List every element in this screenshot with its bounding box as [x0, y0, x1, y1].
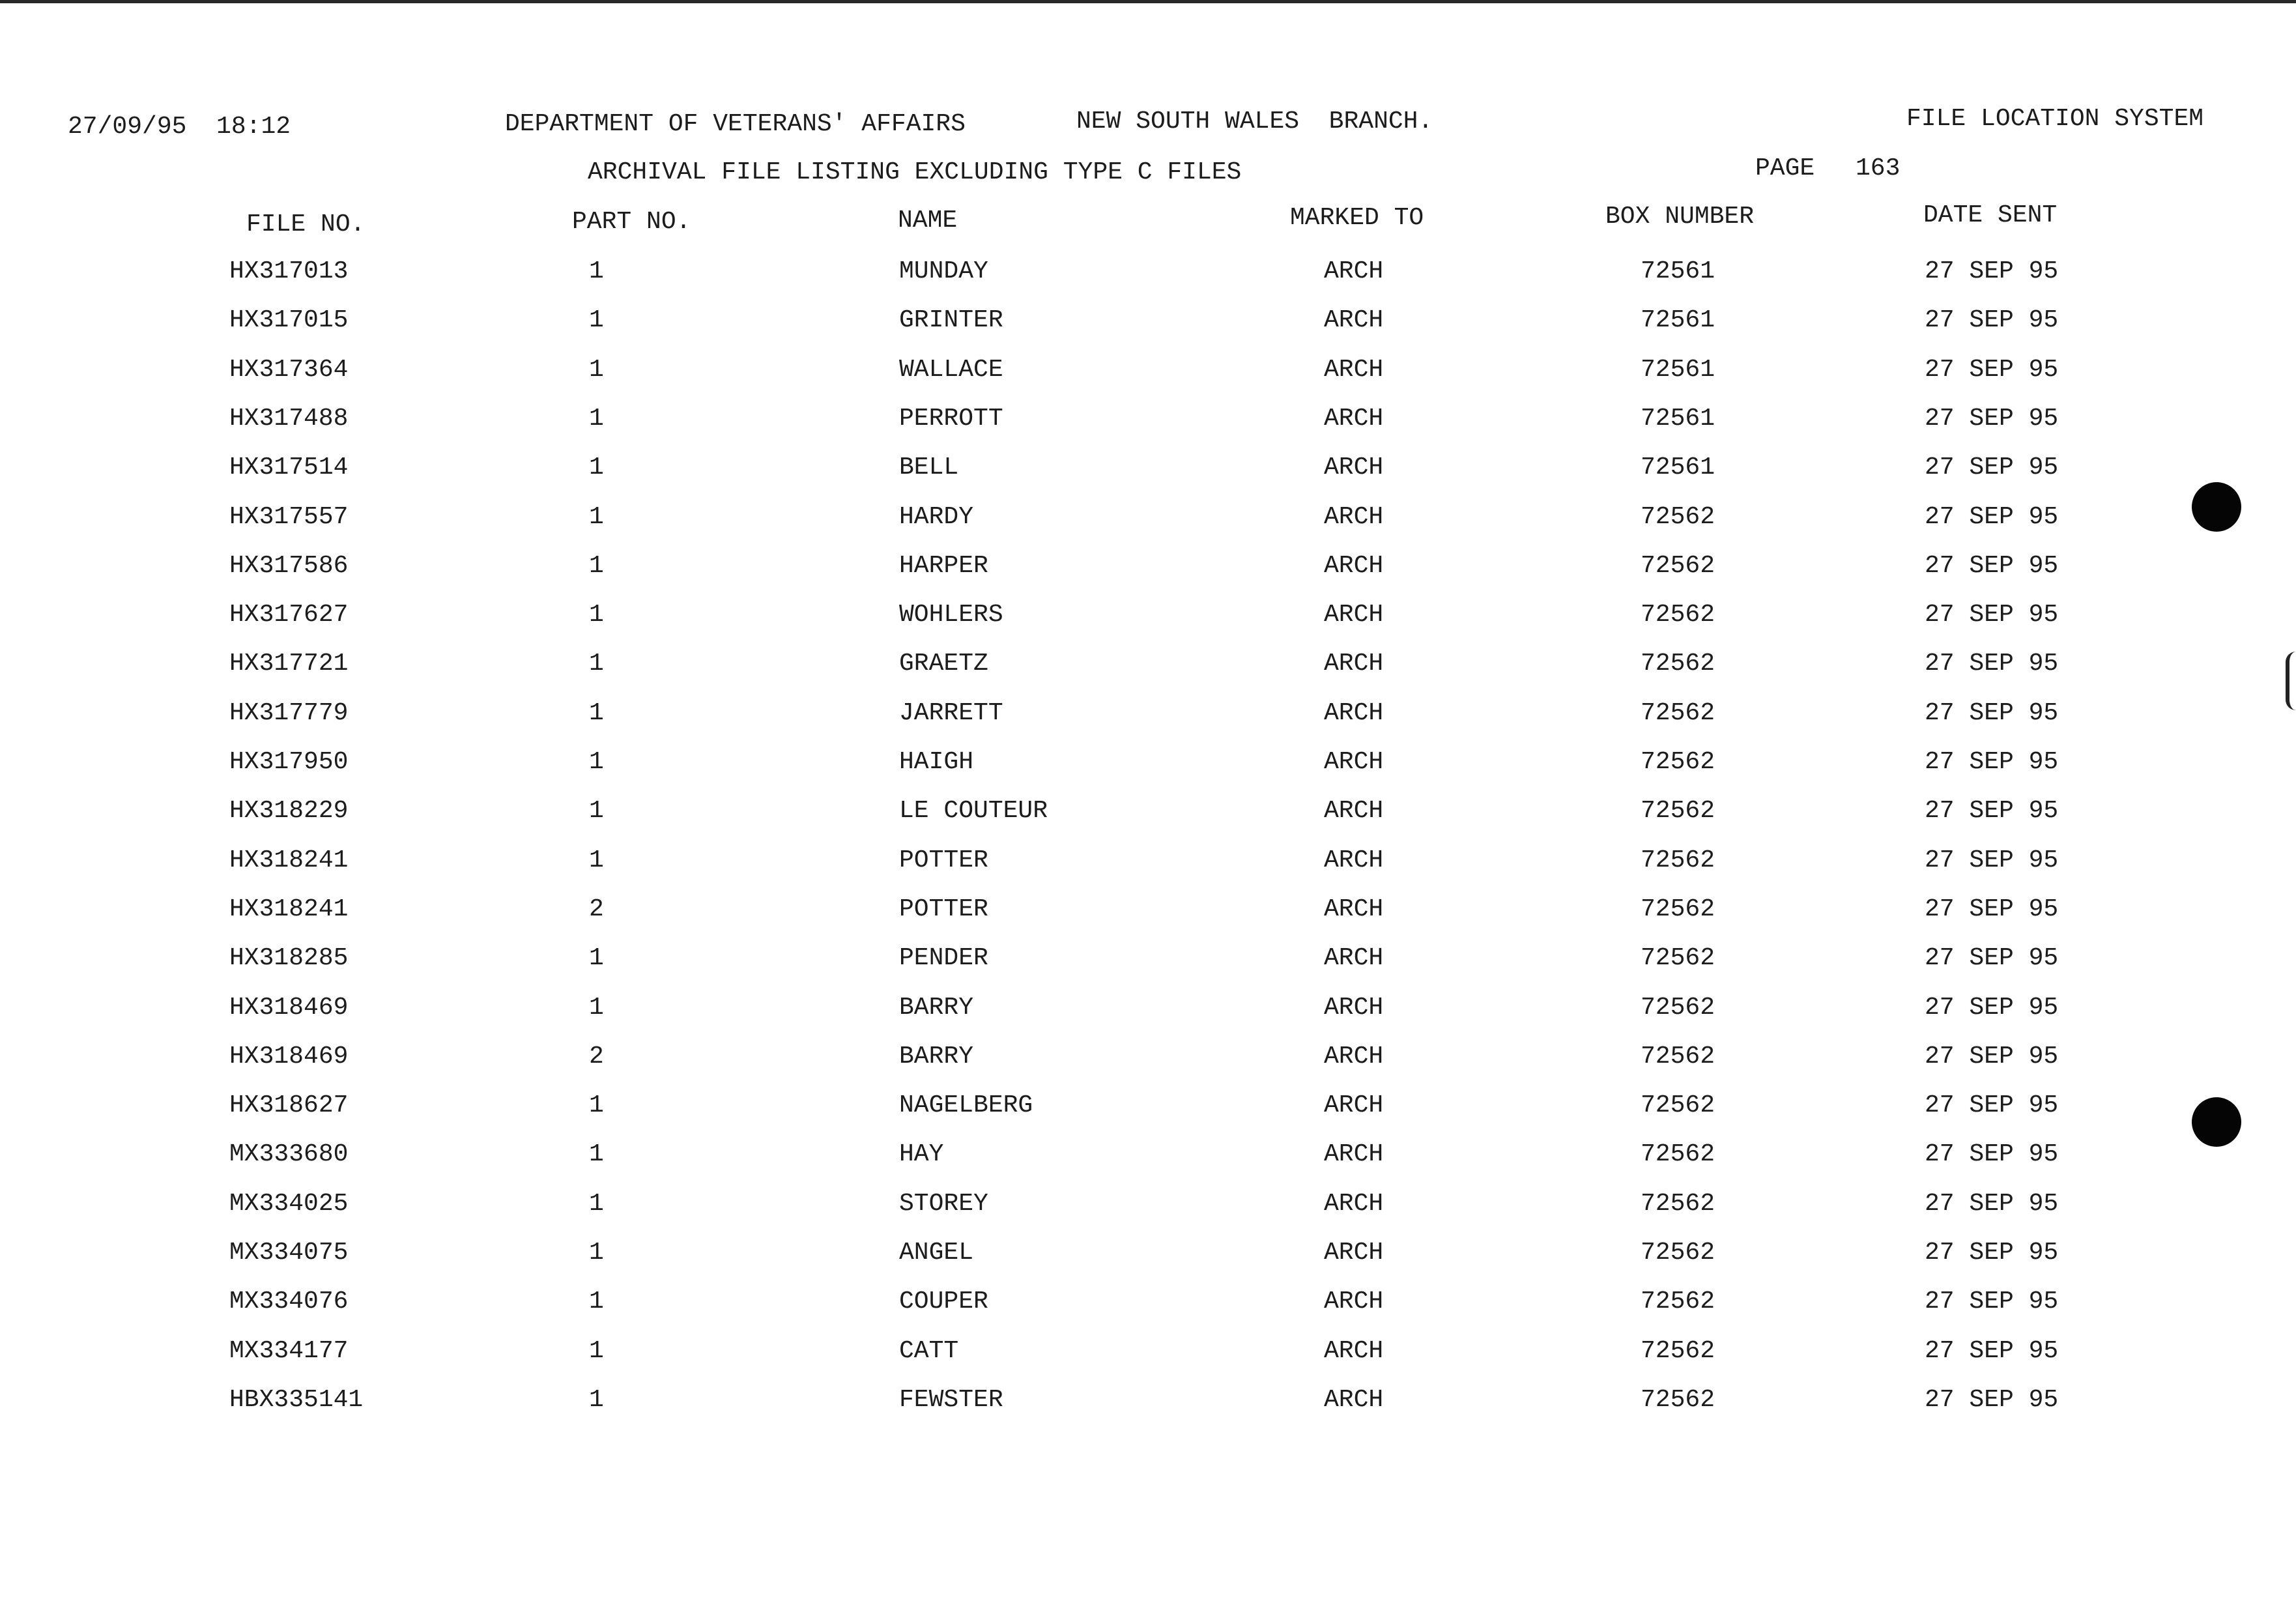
- cell-box-number: 72562: [1641, 601, 1715, 629]
- cell-box-number: 72561: [1641, 306, 1715, 334]
- cell-name: WOHLERS: [899, 601, 1003, 629]
- cell-name: HARDY: [899, 503, 974, 531]
- cell-marked-to: ARCH: [1324, 552, 1384, 580]
- cell-part-no: 1: [589, 405, 604, 433]
- cell-marked-to: ARCH: [1324, 748, 1384, 776]
- cell-date-sent: 27 SEP 95: [1925, 1043, 2059, 1071]
- cell-name: LE COUTEUR: [899, 797, 1048, 825]
- cell-marked-to: ARCH: [1324, 944, 1384, 972]
- cell-box-number: 72561: [1641, 356, 1715, 384]
- cell-box-number: 72562: [1641, 650, 1715, 678]
- cell-marked-to: ARCH: [1324, 994, 1384, 1022]
- cell-marked-to: ARCH: [1324, 699, 1384, 727]
- cell-part-no: 1: [589, 257, 604, 285]
- column-header-name: NAME: [898, 207, 958, 235]
- cell-part-no: 1: [589, 552, 604, 580]
- cell-part-no: 1: [589, 1140, 604, 1168]
- table-row: [0, 897, 2296, 947]
- cell-box-number: 72562: [1641, 1140, 1715, 1168]
- cell-name: BELL: [899, 453, 959, 482]
- cell-name: CATT: [899, 1337, 959, 1365]
- table-row: [0, 1093, 2296, 1143]
- cell-name: PERROTT: [899, 405, 1003, 433]
- print-datetime: 27/09/95 18:12: [68, 113, 291, 141]
- cell-part-no: 1: [589, 1386, 604, 1414]
- cell-date-sent: 27 SEP 95: [1925, 1140, 2059, 1168]
- cell-date-sent: 27 SEP 95: [1925, 994, 2059, 1022]
- cell-file-no: MX333680: [229, 1140, 349, 1168]
- cell-name: BARRY: [899, 1043, 974, 1071]
- cell-box-number: 72562: [1641, 1337, 1715, 1365]
- cell-part-no: 2: [589, 895, 604, 923]
- cell-name: WALLACE: [899, 356, 1003, 384]
- system-name: FILE LOCATION SYSTEM: [1906, 105, 2204, 133]
- cell-part-no: 1: [589, 650, 604, 678]
- cell-file-no: HX317950: [229, 748, 349, 776]
- cell-part-no: 1: [589, 1337, 604, 1365]
- cell-part-no: 1: [589, 748, 604, 776]
- cell-date-sent: 27 SEP 95: [1925, 1239, 2059, 1267]
- column-header-marked-to: MARKED TO: [1290, 204, 1424, 232]
- cell-name: HAIGH: [899, 748, 974, 776]
- cell-name: HARPER: [899, 552, 988, 580]
- cell-file-no: MX334177: [229, 1337, 349, 1365]
- table-row: [0, 701, 2296, 751]
- cell-file-no: HBX335141: [229, 1386, 364, 1414]
- cell-date-sent: 27 SEP 95: [1925, 650, 2059, 678]
- cell-file-no: MX334025: [229, 1190, 349, 1218]
- table-row: [0, 946, 2296, 996]
- cell-marked-to: ARCH: [1324, 356, 1384, 384]
- table-row: [0, 1289, 2296, 1339]
- cell-marked-to: ARCH: [1324, 1239, 1384, 1267]
- column-header-part-no: PART NO.: [572, 208, 691, 236]
- cell-file-no: HX317721: [229, 650, 349, 678]
- cell-file-no: HX318627: [229, 1091, 349, 1119]
- cell-marked-to: ARCH: [1324, 405, 1384, 433]
- cell-file-no: HX317015: [229, 306, 349, 334]
- cell-box-number: 72562: [1641, 944, 1715, 972]
- branch-name: NEW SOUTH WALES BRANCH.: [1076, 108, 1433, 136]
- table-row: [0, 1241, 2296, 1290]
- table-row: [0, 603, 2296, 652]
- hole-punch-mark: [2192, 1097, 2241, 1147]
- table-row: [0, 259, 2296, 309]
- cell-marked-to: ARCH: [1324, 601, 1384, 629]
- cell-part-no: 1: [589, 1091, 604, 1119]
- cell-box-number: 72562: [1641, 1190, 1715, 1218]
- cell-box-number: 72561: [1641, 405, 1715, 433]
- cell-marked-to: ARCH: [1324, 1288, 1384, 1316]
- cell-date-sent: 27 SEP 95: [1925, 944, 2059, 972]
- department-name: DEPARTMENT OF VETERANS' AFFAIRS: [505, 110, 966, 138]
- cell-box-number: 72562: [1641, 1239, 1715, 1267]
- cell-date-sent: 27 SEP 95: [1925, 257, 2059, 285]
- column-header-date-sent: DATE SENT: [1923, 201, 2058, 229]
- cell-file-no: HX317514: [229, 453, 349, 482]
- page-edge-mark: [2286, 652, 2296, 710]
- cell-box-number: 72561: [1641, 453, 1715, 482]
- cell-file-no: MX334076: [229, 1288, 349, 1316]
- cell-name: PENDER: [899, 944, 988, 972]
- cell-part-no: 1: [589, 601, 604, 629]
- cell-date-sent: 27 SEP 95: [1925, 895, 2059, 923]
- cell-date-sent: 27 SEP 95: [1925, 1288, 2059, 1316]
- cell-date-sent: 27 SEP 95: [1925, 552, 2059, 580]
- cell-marked-to: ARCH: [1324, 1190, 1384, 1218]
- table-row: [0, 1044, 2296, 1094]
- cell-marked-to: ARCH: [1324, 1091, 1384, 1119]
- cell-date-sent: 27 SEP 95: [1925, 846, 2059, 874]
- hole-punch-mark: [2192, 482, 2241, 532]
- cell-file-no: HX317013: [229, 257, 349, 285]
- cell-box-number: 72562: [1641, 503, 1715, 531]
- cell-file-no: MX334075: [229, 1239, 349, 1267]
- cell-file-no: HX317627: [229, 601, 349, 629]
- cell-file-no: HX317779: [229, 699, 349, 727]
- cell-part-no: 1: [589, 699, 604, 727]
- cell-box-number: 72561: [1641, 257, 1715, 285]
- cell-name: COUPER: [899, 1288, 988, 1316]
- cell-date-sent: 27 SEP 95: [1925, 699, 2059, 727]
- cell-date-sent: 27 SEP 95: [1925, 356, 2059, 384]
- table-row: [0, 1192, 2296, 1241]
- table-row: [0, 1388, 2296, 1437]
- cell-marked-to: ARCH: [1324, 846, 1384, 874]
- cell-box-number: 72562: [1641, 1043, 1715, 1071]
- cell-date-sent: 27 SEP 95: [1925, 1386, 2059, 1414]
- cell-marked-to: ARCH: [1324, 257, 1384, 285]
- cell-box-number: 72562: [1641, 846, 1715, 874]
- table-row: [0, 799, 2296, 848]
- cell-file-no: HX318229: [229, 797, 349, 825]
- cell-file-no: HX317488: [229, 405, 349, 433]
- cell-marked-to: ARCH: [1324, 797, 1384, 825]
- cell-marked-to: ARCH: [1324, 1043, 1384, 1071]
- cell-box-number: 72562: [1641, 994, 1715, 1022]
- cell-date-sent: 27 SEP 95: [1925, 601, 2059, 629]
- cell-box-number: 72562: [1641, 699, 1715, 727]
- cell-box-number: 72562: [1641, 1288, 1715, 1316]
- cell-box-number: 72562: [1641, 1386, 1715, 1414]
- cell-box-number: 72562: [1641, 748, 1715, 776]
- cell-date-sent: 27 SEP 95: [1925, 797, 2059, 825]
- cell-part-no: 1: [589, 846, 604, 874]
- table-row: [0, 1142, 2296, 1192]
- page-label: PAGE: [1755, 154, 1815, 182]
- table-row: [0, 996, 2296, 1045]
- cell-part-no: 1: [589, 797, 604, 825]
- cell-name: GRINTER: [899, 306, 1003, 334]
- table-row: [0, 505, 2296, 554]
- cell-marked-to: ARCH: [1324, 453, 1384, 482]
- cell-date-sent: 27 SEP 95: [1925, 1190, 2059, 1218]
- cell-date-sent: 27 SEP 95: [1925, 405, 2059, 433]
- cell-file-no: HX318469: [229, 994, 349, 1022]
- cell-name: HAY: [899, 1140, 944, 1168]
- cell-date-sent: 27 SEP 95: [1925, 1091, 2059, 1119]
- cell-file-no: HX317364: [229, 356, 349, 384]
- cell-part-no: 1: [589, 944, 604, 972]
- cell-part-no: 1: [589, 1239, 604, 1267]
- scan-top-edge: [0, 0, 2296, 3]
- cell-file-no: HX318469: [229, 1043, 349, 1071]
- cell-part-no: 2: [589, 1043, 604, 1071]
- column-header-file-no: FILE NO.: [246, 210, 366, 238]
- cell-part-no: 1: [589, 1288, 604, 1316]
- cell-box-number: 72562: [1641, 895, 1715, 923]
- cell-file-no: HX318241: [229, 846, 349, 874]
- cell-marked-to: ARCH: [1324, 650, 1384, 678]
- cell-date-sent: 27 SEP 95: [1925, 503, 2059, 531]
- table-row: [0, 848, 2296, 898]
- cell-name: STOREY: [899, 1190, 988, 1218]
- table-row: [0, 407, 2296, 456]
- cell-date-sent: 27 SEP 95: [1925, 453, 2059, 482]
- table-row: [0, 455, 2296, 505]
- cell-name: BARRY: [899, 994, 974, 1022]
- cell-box-number: 72562: [1641, 1091, 1715, 1119]
- cell-date-sent: 27 SEP 95: [1925, 1337, 2059, 1365]
- cell-name: ANGEL: [899, 1239, 974, 1267]
- table-row: [0, 1339, 2296, 1389]
- cell-part-no: 1: [589, 306, 604, 334]
- cell-name: POTTER: [899, 846, 988, 874]
- cell-marked-to: ARCH: [1324, 1337, 1384, 1365]
- cell-date-sent: 27 SEP 95: [1925, 306, 2059, 334]
- cell-name: GRAETZ: [899, 650, 988, 678]
- cell-file-no: HX318241: [229, 895, 349, 923]
- cell-marked-to: ARCH: [1324, 895, 1384, 923]
- cell-name: FEWSTER: [899, 1386, 1003, 1414]
- cell-marked-to: ARCH: [1324, 503, 1384, 531]
- cell-part-no: 1: [589, 503, 604, 531]
- table-row: [0, 750, 2296, 799]
- table-row: [0, 652, 2296, 701]
- cell-marked-to: ARCH: [1324, 306, 1384, 334]
- listing-title: ARCHIVAL FILE LISTING EXCLUDING TYPE C FILES: [588, 158, 1242, 186]
- column-header-box-number: BOX NUMBER: [1605, 203, 1755, 231]
- cell-name: POTTER: [899, 895, 988, 923]
- cell-file-no: HX317586: [229, 552, 349, 580]
- cell-marked-to: ARCH: [1324, 1386, 1384, 1414]
- cell-name: NAGELBERG: [899, 1091, 1033, 1119]
- cell-date-sent: 27 SEP 95: [1925, 748, 2059, 776]
- cell-part-no: 1: [589, 453, 604, 482]
- cell-file-no: HX317557: [229, 503, 349, 531]
- cell-part-no: 1: [589, 1190, 604, 1218]
- table-row: [0, 308, 2296, 358]
- cell-box-number: 72562: [1641, 552, 1715, 580]
- table-row: [0, 554, 2296, 603]
- cell-name: JARRETT: [899, 699, 1003, 727]
- cell-name: MUNDAY: [899, 257, 988, 285]
- cell-part-no: 1: [589, 356, 604, 384]
- cell-box-number: 72562: [1641, 797, 1715, 825]
- table-row: [0, 358, 2296, 407]
- page-number: 163: [1856, 154, 1901, 182]
- cell-part-no: 1: [589, 994, 604, 1022]
- cell-file-no: HX318285: [229, 944, 349, 972]
- cell-marked-to: ARCH: [1324, 1140, 1384, 1168]
